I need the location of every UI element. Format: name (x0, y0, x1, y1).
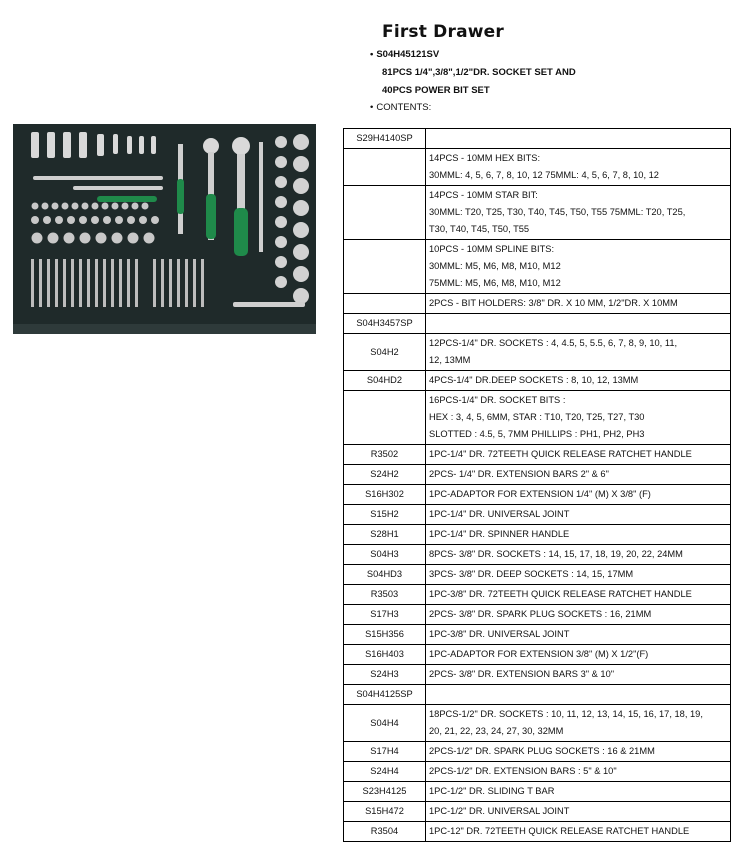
part-code-cell: S17H3 (344, 605, 426, 625)
table-row (344, 782, 731, 802)
description-line: 16PCS-1/4" DR. SOCKET BITS : (429, 395, 566, 405)
description-cell (426, 445, 731, 465)
table-row (344, 645, 731, 665)
part-code-cell: S04H2 (344, 334, 426, 371)
description-cell (426, 565, 731, 585)
description-line: 12, 13MM (429, 355, 471, 365)
drawer-title: First Drawer (382, 22, 504, 42)
description-cell (426, 625, 731, 645)
part-code-cell: S16H302 (344, 485, 426, 505)
part-code-cell: R3503 (344, 585, 426, 605)
part-code-cell (344, 391, 426, 445)
part-code-cell: S15H356 (344, 625, 426, 645)
description-cell (426, 240, 731, 294)
part-code-cell (344, 294, 426, 314)
table-row (344, 525, 731, 545)
tray-body (13, 124, 316, 324)
description-line: 1PC-1/4" DR. 72TEETH QUICK RELEASE RATCHET HANDLE (429, 449, 692, 459)
description-cell (426, 371, 731, 391)
description-cell (426, 129, 731, 149)
table-row (344, 240, 731, 294)
description-line: 1PC-3/8" DR. 72TEETH QUICK RELEASE RATCHET HANDLE (429, 589, 692, 599)
description-line: 2PCS- 1/4" DR. EXTENSION BARS 2" & 6" (429, 469, 609, 479)
contents-table (343, 128, 731, 842)
part-code-cell: S04H3457SP (344, 314, 426, 334)
table-row (344, 565, 731, 585)
part-code-cell: S15H2 (344, 505, 426, 525)
part-code-cell: S04H4 (344, 705, 426, 742)
contents-table-body (344, 129, 731, 842)
description-cell (426, 705, 731, 742)
description-line: 2PCS - BIT HOLDERS: 3/8" DR. X 10 MM, 1/2"DR. X 10MM (429, 298, 678, 308)
description-line: 2PCS-1/2" DR. SPARK PLUG SOCKETS : 16 & 21MM (429, 746, 655, 756)
table-row (344, 186, 731, 240)
table-row (344, 822, 731, 842)
part-code-cell: S24H3 (344, 665, 426, 685)
description-line: HEX : 3, 4, 5, 6MM, STAR : T10, T20, T25, T27, T30 (429, 412, 645, 422)
part-code-cell: R3502 (344, 445, 426, 465)
table-row (344, 485, 731, 505)
description-cell (426, 465, 731, 485)
description-cell (426, 822, 731, 842)
description-line: 1PC-ADAPTOR FOR EXTENSION 1/4" (M) X 3/8" (F) (429, 489, 651, 499)
description-cell (426, 294, 731, 314)
description-line: 30MML: T20, T25, T30, T40, T45, T50, T55 75MML: T20, T25, (429, 207, 686, 217)
description-cell (426, 314, 731, 334)
set-description-line-1: 81PCS 1/4",3/8",1/2"DR. SOCKET SET AND (382, 67, 576, 78)
part-code-cell: S28H1 (344, 525, 426, 545)
description-line: 1PC-1/4" DR. UNIVERSAL JOINT (429, 509, 570, 519)
table-row (344, 605, 731, 625)
description-line: 1PC-1/2" DR. UNIVERSAL JOINT (429, 806, 570, 816)
group-header-row (344, 129, 731, 149)
description-line: 1PC-12" DR. 72TEETH QUICK RELEASE RATCHET HANDLE (429, 826, 690, 836)
part-code-cell (344, 149, 426, 186)
tool-tray-photo (13, 124, 316, 334)
description-line: 8PCS- 3/8" DR. SOCKETS : 14, 15, 17, 18, 19, 20, 22, 24MM (429, 549, 683, 559)
description-line: 30MML: M5, M6, M8, M10, M12 (429, 261, 561, 271)
part-code-cell (344, 186, 426, 240)
part-code-cell: S04HD3 (344, 565, 426, 585)
description-line: T30, T40, T45, T50, T55 (429, 224, 530, 234)
table-row (344, 391, 731, 445)
drawer-header (370, 22, 740, 113)
description-line: SLOTTED : 4.5, 5, 7MM PHILLIPS : PH1, PH2, PH3 (429, 429, 645, 439)
description-cell (426, 802, 731, 822)
table-row (344, 585, 731, 605)
description-line: 2PCS- 3/8" DR. SPARK PLUG SOCKETS : 16, 21MM (429, 609, 652, 619)
table-row (344, 465, 731, 485)
description-line: 18PCS-1/2" DR. SOCKETS : 10, 11, 12, 13, 14, 15, 16, 17, 18, 19, (429, 709, 703, 719)
description-line: 75MML: M5, M6, M8, M10, M12 (429, 278, 561, 288)
description-cell (426, 585, 731, 605)
part-code-cell: S23H4125 (344, 782, 426, 802)
description-cell (426, 525, 731, 545)
contents-label: • CONTENTS: (370, 102, 740, 113)
table-row (344, 334, 731, 371)
description-line: 1PC-ADAPTOR FOR EXTENSION 3/8" (M) X 1/2"(F) (429, 649, 649, 659)
table-row (344, 802, 731, 822)
description-cell (426, 742, 731, 762)
description-line: 30MML: 4, 5, 6, 7, 8, 10, 12 75MML: 4, 5, 6, 7, 8, 10, 12 (429, 170, 659, 180)
description-cell (426, 505, 731, 525)
table-row (344, 742, 731, 762)
part-code-cell: S24H4 (344, 762, 426, 782)
part-code-cell: S16H403 (344, 645, 426, 665)
table-row (344, 149, 731, 186)
description-cell (426, 782, 731, 802)
t-bar (233, 302, 305, 307)
description-cell (426, 186, 731, 240)
description-line: 12PCS-1/4" DR. SOCKETS : 4, 4.5, 5, 5.5, 6, 7, 8, 9, 10, 11, (429, 338, 678, 348)
description-cell (426, 545, 731, 565)
part-code-cell: R3504 (344, 822, 426, 842)
description-cell (426, 485, 731, 505)
table-row (344, 545, 731, 565)
description-cell (426, 605, 731, 625)
table-row (344, 625, 731, 645)
description-cell (426, 149, 731, 186)
table-row (344, 705, 731, 742)
table-row (344, 505, 731, 525)
description-line: 10PCS - 10MM SPLINE BITS: (429, 244, 555, 254)
description-cell (426, 645, 731, 665)
set-description-line-2: 40PCS POWER BIT SET (382, 85, 490, 96)
description-cell (426, 665, 731, 685)
description-cell (426, 334, 731, 371)
tray-edge (13, 324, 316, 334)
description-line: 1PC-3/8" DR. UNIVERSAL JOINT (429, 629, 570, 639)
group-header-row (344, 314, 731, 334)
model-number: • S04H45121SV (370, 49, 740, 60)
part-code-cell: S04H3 (344, 545, 426, 565)
description-cell (426, 391, 731, 445)
description-line: 3PCS- 3/8" DR. DEEP SOCKETS : 14, 15, 17MM (429, 569, 634, 579)
part-code-cell: S29H4140SP (344, 129, 426, 149)
part-code-cell: S24H2 (344, 465, 426, 485)
description-line: 1PC-1/2" DR. SLIDING T BAR (429, 786, 555, 796)
part-code-cell: S04H4125SP (344, 685, 426, 705)
description-cell (426, 762, 731, 782)
description-line: 2PCS- 3/8" DR. EXTENSION BARS 3" & 10" (429, 669, 615, 679)
description-cell (426, 685, 731, 705)
table-row (344, 371, 731, 391)
table-row (344, 445, 731, 465)
description-line: 4PCS-1/4" DR.DEEP SOCKETS : 8, 10, 12, 13MM (429, 375, 639, 385)
table-row (344, 294, 731, 314)
part-code-cell: S17H4 (344, 742, 426, 762)
part-code-cell (344, 240, 426, 294)
description-line: 1PC-1/4" DR. SPINNER HANDLE (429, 529, 570, 539)
description-line: 20, 21, 22, 23, 24, 27, 30, 32MM (429, 726, 564, 736)
part-code-cell: S04HD2 (344, 371, 426, 391)
table-row (344, 762, 731, 782)
group-header-row (344, 685, 731, 705)
description-line: 14PCS - 10MM STAR BIT: (429, 190, 538, 200)
part-code-cell: S15H472 (344, 802, 426, 822)
description-line: 2PCS-1/2" DR. EXTENSION BARS : 5" & 10" (429, 766, 617, 776)
description-line: 14PCS - 10MM HEX BITS: (429, 153, 541, 163)
table-row (344, 665, 731, 685)
